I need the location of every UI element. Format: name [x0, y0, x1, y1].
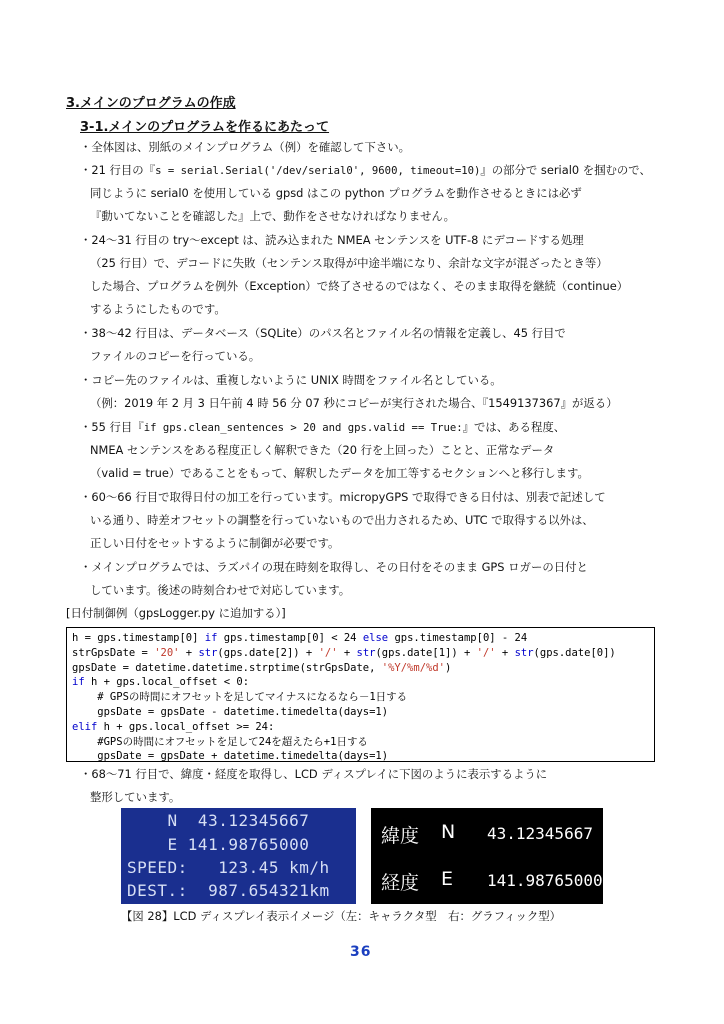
- page-number: 36: [350, 944, 372, 960]
- paragraph-try-line1: ・24〜31 行目の try〜except は、読み込まれた NMEA センテンスを UTF-8 にデコードする処理: [80, 233, 584, 247]
- code-line: strGpsDate = '20' + str(gps.date[2]) + '/' + str(gps.date[1]) + '/' + str(gps.date[0]): [72, 646, 616, 659]
- code-comment: # GPSの時間にオフセットを足してマイナスになるなら－1日する: [72, 691, 408, 704]
- lcd-latitude-value: 43.12345667: [487, 824, 593, 843]
- lcd-longitude-label: 経度: [381, 872, 420, 894]
- lcd-longitude-direction: E: [441, 868, 454, 890]
- paragraph-date-line3: 正しい日付をセットするように制御が必要です。: [90, 536, 340, 550]
- lcd-longitude-value: 141.98765000: [487, 871, 603, 890]
- paragraph-try-line2: （25 行目）で、デコードに失敗（センテンス取得が中途半端になり、余計な文字が混ざったとき等）: [90, 256, 608, 270]
- code-block: [66, 627, 655, 762]
- code-line: elif h + gps.local_offset >= 24:: [72, 720, 275, 733]
- paragraph-date-line1: ・60〜66 行目で取得日付の加工を行っています。micropyGPS で取得できる日付は、別表で記述して: [80, 490, 606, 504]
- lcd-latitude-direction: N: [441, 821, 456, 843]
- code-line: gpsDate = datetime.datetime.strptime(strGpsDate, '%Y/%m/%d'): [72, 661, 452, 674]
- figure-caption: 【図 28】LCD ディスプレイ表示イメージ（左：キャラクタ型 右：グラフィック型）: [121, 909, 562, 923]
- code-line: gpsDate = gpsDate + datetime.timedelta(days=1): [72, 750, 389, 763]
- paragraph-db-line1: ・38〜42 行目は、データベース（SQLite）のパス名とファイル名の情報を定義し、45 行目で: [80, 326, 566, 340]
- paragraph-try-line4: するようにしたものです。: [90, 302, 226, 316]
- paragraph-try-line3: した場合、プログラムを例外（Exception）で終了させるのではなく、そのまま取得を継続（continue）: [90, 279, 629, 293]
- paragraph-unix-line2: （例：2019 年 2 月 3 日午前 4 時 56 分 07 秒にコピーが実行された場合、『1549137367』が返る）: [90, 396, 618, 410]
- paragraph-valid-line2: NMEA センテンスをある程度正しく解釈できた（20 行を上回った）ことと、正常なデータ: [90, 443, 555, 457]
- paragraph-serial-line3: 『動いてないことを確認した』上で、動作をさせなければなりません。: [90, 209, 455, 223]
- lcd-row-longitude: E 141.98765000: [127, 835, 310, 854]
- lcd-row-speed: SPEED: 123.45 km/h: [127, 858, 330, 877]
- section-heading: 3.メインのプログラムの作成: [66, 96, 236, 111]
- paragraph-clock-line1: ・メインプログラムでは、ラズパイの現在時刻を取得し、その日付をそのまま GPS ロガーの日付と: [80, 560, 588, 574]
- paragraph-db-line2: ファイルのコピーを行っている。: [90, 349, 261, 363]
- lcd-row-latitude: N 43.12345667: [127, 811, 310, 830]
- paragraph-overview: ・全体図は、別紙のメインプログラム（例）を確認して下さい。: [80, 140, 410, 154]
- code-line: if h + gps.local_offset < 0:: [72, 676, 250, 689]
- code-comment: #GPSの時間にオフセットを足して24を超えたら+1日する: [72, 735, 368, 748]
- paragraph-unix-line1: ・コピー先のファイルは、重複しないように UNIX 時間をファイル名としている。: [80, 373, 502, 387]
- paragraph-serial-line1: ・21 行目の『s = serial.Serial('/dev/serial0', 9600, timeout=10)』の部分で serial0 を掴むので、: [80, 163, 651, 177]
- paragraph-lcd-line1: ・68〜71 行目で、緯度・経度を取得し、LCD ディスプレイに下図のように表示するように: [80, 767, 548, 781]
- paragraph-lcd-line2: 整形しています。: [90, 790, 181, 804]
- inline-code-serial: s = serial.Serial('/dev/serial0', 9600, timeout=10): [155, 165, 481, 177]
- inline-code-condition: if gps.clean_sentences > 20 and gps.valid == True:: [143, 422, 463, 434]
- code-line: h = gps.timestamp[0] if gps.timestamp[0] < 24 else gps.timestamp[0] - 24: [72, 632, 528, 644]
- code-line: gpsDate = gpsDate - datetime.timedelta(days=1): [72, 705, 389, 718]
- lcd-latitude-label: 緯度: [381, 825, 420, 847]
- code-example-label: [日付制御例（gpsLogger.py に追加する）]: [66, 606, 286, 620]
- lcd-graphic-display: [371, 808, 603, 904]
- paragraph-date-line2: いる通り、時差オフセットの調整を行っていないもので出力されるため、UTC で取得する以外は、: [90, 513, 594, 527]
- lcd-character-display: [121, 808, 356, 904]
- subsection-heading: 3-1.メインのプログラムを作るにあたって: [80, 120, 330, 135]
- paragraph-serial-line2: 同じように serial0 を使用している gpsd はこの python プログラムを動作させるときには必ず: [90, 186, 582, 200]
- paragraph-clock-line2: しています。後述の時刻合わせで対応しています。: [90, 583, 351, 597]
- paragraph-valid-line1: ・55 行目『if gps.clean_sentences > 20 and gps.valid == True:』では、ある程度、: [80, 420, 566, 434]
- paragraph-valid-line3: （valid = true）であることをもって、解釈したデータを加工等するセクションへと移行します。: [90, 466, 589, 480]
- lcd-row-distance: DEST.: 987.654321km: [127, 881, 330, 900]
